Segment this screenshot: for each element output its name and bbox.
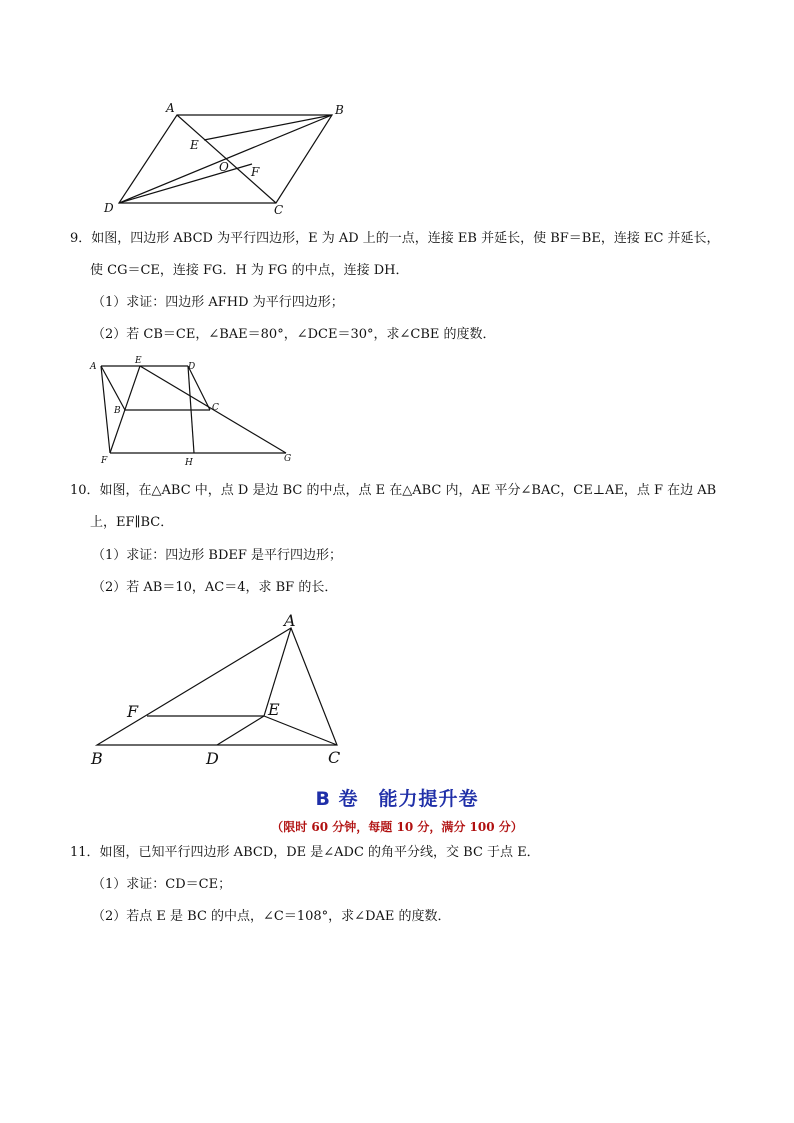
label-d: D <box>104 201 114 215</box>
q10-part1: （1）求证：四边形 BDEF 是平行四边形； <box>92 548 343 563</box>
section-b-subtitle: （限时 60 分钟，每题 10 分，满分 100 分） <box>271 820 523 834</box>
q9-label-h: H <box>185 458 193 468</box>
q11-part1: （1）求证：CD＝CE； <box>92 877 232 892</box>
label-c: C <box>274 203 284 217</box>
q10-line2: 上，EF∥BC． <box>90 515 174 530</box>
q9-label-g: G <box>284 454 292 464</box>
figure-q10-triangle <box>0 600 794 775</box>
q9-line1: 9．如图，四边形 ABCD 为平行四边形，E 为 AD 上的一点，连接 EB 并延长，使 BF＝BE，连接 EC 并延长， <box>70 231 720 246</box>
section-b-title: B 卷 能力提升卷 <box>315 788 479 810</box>
label-a: A <box>166 101 175 115</box>
q10-label-b: B <box>91 749 103 768</box>
q10-label-e: E <box>268 700 280 719</box>
q10-line1: 10．如图，在△ABC 中，点 D 是边 BC 的中点，点 E 在△ABC 内，AE 平分∠BAC，CE⊥AE，点 F 在边 AB <box>70 483 717 498</box>
label-f: F <box>251 165 260 179</box>
q9-part1: （1）求证：四边形 AFHD 为平行四边形； <box>92 295 344 310</box>
figure-parallelogram-abcd <box>0 0 794 230</box>
q10-label-c: C <box>328 748 341 767</box>
q9-label-f: F <box>101 456 108 466</box>
q10-label-f: F <box>127 702 139 721</box>
label-o: O <box>219 160 229 174</box>
q11-part2: （2）若点 E 是 BC 的中点，∠C＝108°，求∠DAE 的度数． <box>92 909 451 924</box>
q9-line2: 使 CG＝CE，连接 FG．H 为 FG 的中点，连接 DH． <box>90 263 409 278</box>
label-b: B <box>335 103 344 117</box>
q10-label-a: A <box>284 611 296 630</box>
q11-line1: 11．如图，已知平行四边形 ABCD，DE 是∠ADC 的角平分线，交 BC 于点 E． <box>70 845 540 860</box>
q9-part2: （2）若 CB＝CE，∠BAE＝80°，∠DCE＝30°，求∠CBE 的度数． <box>92 327 496 342</box>
q10-label-d: D <box>206 749 219 768</box>
figure-q9 <box>0 350 794 470</box>
label-e: E <box>190 138 199 152</box>
q9-label-c: C <box>212 403 219 413</box>
q9-label-a: A <box>90 362 97 372</box>
q9-label-d: D <box>188 362 196 372</box>
q9-label-e: E <box>135 356 142 366</box>
q10-part2: （2）若 AB＝10，AC＝4，求 BF 的长． <box>92 580 338 595</box>
q9-label-b: B <box>114 406 121 416</box>
